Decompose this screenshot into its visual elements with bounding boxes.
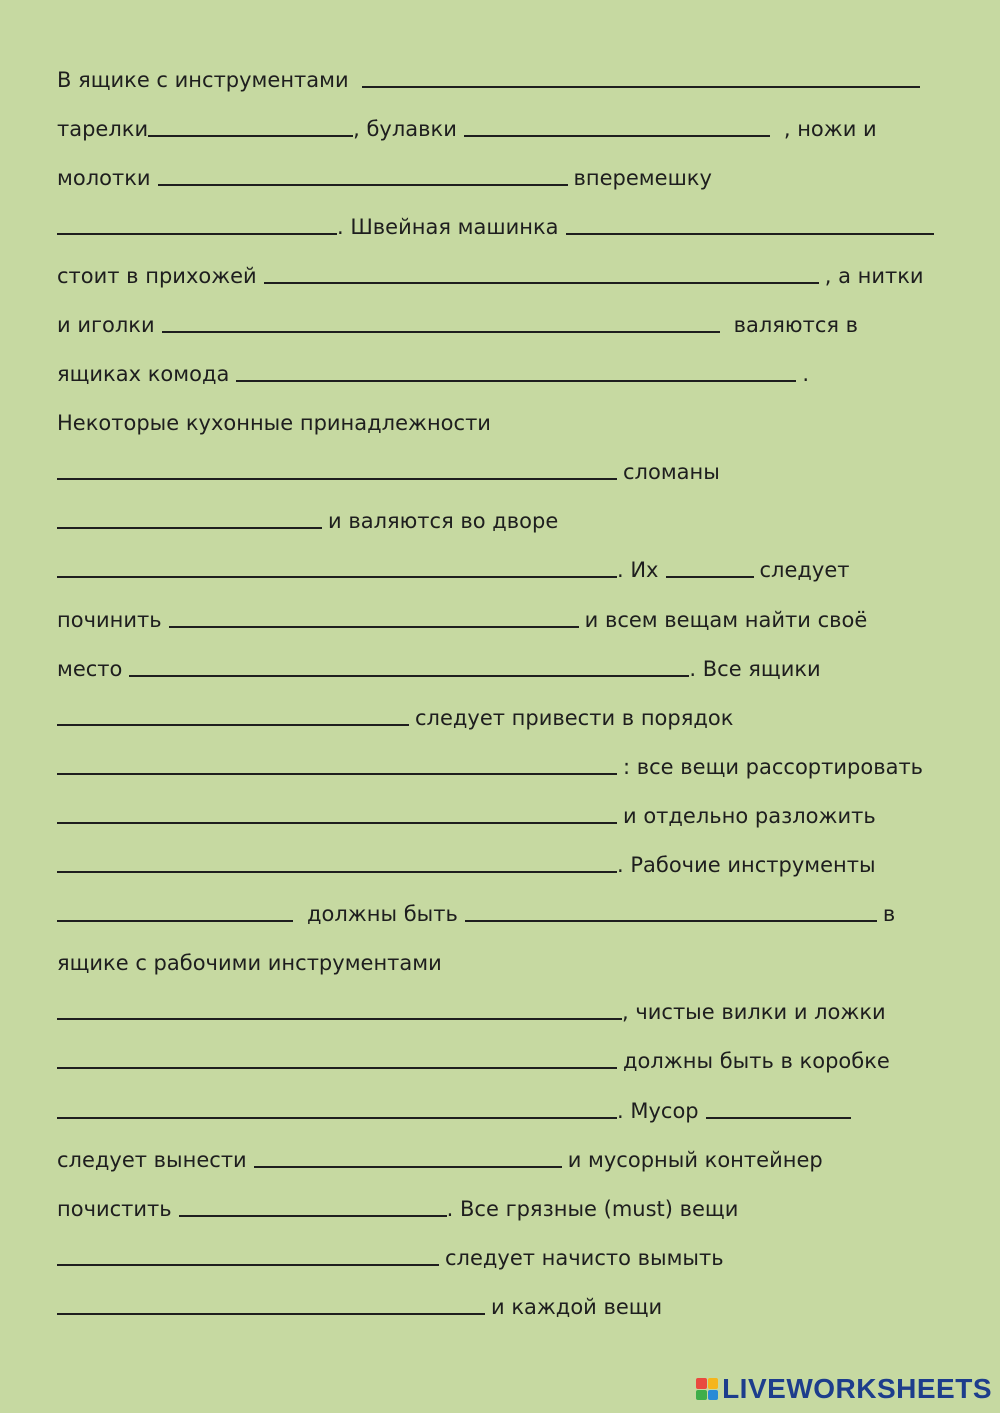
- answer-blank[interactable]: [362, 86, 920, 88]
- line-7: [57, 350, 947, 399]
- answer-blank[interactable]: [236, 380, 796, 382]
- text-segment: следует: [759, 558, 850, 583]
- line-8: [57, 399, 947, 448]
- text-segment: валяются в: [733, 313, 859, 338]
- answer-blank[interactable]: [169, 626, 579, 628]
- line-21: [57, 1037, 947, 1086]
- text-segment: следует начисто вымыть: [445, 1245, 724, 1270]
- text-segment: . Все ящики: [689, 656, 821, 681]
- worksheet: [57, 55, 947, 1331]
- line-12: [57, 595, 947, 644]
- answer-blank[interactable]: [465, 920, 877, 922]
- answer-blank[interactable]: [179, 1215, 447, 1217]
- line-14: [57, 693, 947, 742]
- line-24: [57, 1184, 947, 1233]
- answer-blank[interactable]: [57, 871, 617, 873]
- answer-blank[interactable]: [57, 1018, 622, 1020]
- text-segment: должны быть в коробке: [623, 1049, 890, 1074]
- line-18: [57, 890, 947, 939]
- answer-blank[interactable]: [666, 576, 754, 578]
- text-segment: починить: [57, 607, 162, 632]
- text-segment: и валяются во дворе: [328, 509, 559, 534]
- text-segment: , а нитки: [824, 263, 924, 288]
- answer-blank[interactable]: [57, 1264, 439, 1266]
- line-17: [57, 841, 947, 890]
- liveworksheets-logo-text: LIVEWORKSHEETS: [722, 1373, 992, 1404]
- text-segment: В ящике с инструментами: [57, 67, 349, 92]
- line-2: [57, 104, 947, 153]
- line-10: [57, 497, 947, 546]
- line-1: [57, 55, 947, 104]
- text-segment: : все вещи рассортировать: [623, 754, 924, 779]
- answer-blank[interactable]: [57, 478, 617, 480]
- text-segment: . Мусор: [617, 1098, 699, 1123]
- text-segment: , чистые вилки и ложки: [622, 1000, 886, 1025]
- line-5: [57, 251, 947, 300]
- line-9: [57, 448, 947, 497]
- text-segment: молотки: [57, 165, 151, 190]
- text-segment: , булавки: [353, 116, 457, 141]
- answer-blank[interactable]: [57, 724, 409, 726]
- line-15: [57, 742, 947, 791]
- line-6: [57, 300, 947, 349]
- answer-blank[interactable]: [57, 576, 617, 578]
- logo-square: [696, 1390, 707, 1401]
- text-segment: следует вынести: [57, 1147, 247, 1172]
- logo-square: [708, 1378, 719, 1389]
- answer-blank[interactable]: [254, 1166, 562, 1168]
- text-segment: ящике с рабочими инструментами: [57, 951, 442, 976]
- answer-blank[interactable]: [566, 233, 934, 235]
- answer-blank[interactable]: [57, 1067, 617, 1069]
- text-segment: следует привести в порядок: [415, 705, 734, 730]
- text-segment: .: [802, 362, 810, 387]
- liveworksheets-logo-icon: [696, 1378, 718, 1400]
- text-segment: почистить: [57, 1196, 172, 1221]
- answer-blank[interactable]: [57, 822, 617, 824]
- line-26: [57, 1282, 947, 1331]
- line-19: [57, 939, 947, 988]
- answer-blank[interactable]: [57, 1313, 485, 1315]
- answer-blank[interactable]: [162, 331, 720, 333]
- answer-blank[interactable]: [264, 282, 819, 284]
- answer-blank[interactable]: [464, 135, 770, 137]
- line-4: [57, 202, 947, 251]
- text-segment: и иголки: [57, 313, 155, 338]
- answer-blank[interactable]: [148, 135, 353, 137]
- answer-blank[interactable]: [706, 1117, 851, 1119]
- answer-blank[interactable]: [158, 184, 568, 186]
- answer-blank[interactable]: [57, 920, 293, 922]
- text-segment: место: [57, 656, 123, 681]
- answer-blank[interactable]: [129, 675, 689, 677]
- text-segment: . Швейная машинка: [337, 214, 559, 239]
- answer-blank[interactable]: [57, 773, 617, 775]
- text-segment: , ножи и: [783, 116, 877, 141]
- logo-square: [708, 1390, 719, 1401]
- line-25: [57, 1233, 947, 1282]
- text-segment: и отдельно разложить: [623, 803, 876, 828]
- line-16: [57, 791, 947, 840]
- text-segment: должны быть: [307, 902, 458, 927]
- text-segment: и всем вещам найти своё: [584, 607, 868, 632]
- text-segment: сломаны: [623, 460, 720, 485]
- text-segment: тарелки: [57, 116, 149, 141]
- text-segment: и каждой вещи: [491, 1294, 663, 1319]
- text-segment: . Все грязные (must) вещи: [446, 1196, 739, 1221]
- answer-blank[interactable]: [57, 527, 322, 529]
- text-segment: ящиках комода: [57, 362, 230, 387]
- text-segment: в: [882, 902, 896, 927]
- line-23: [57, 1135, 947, 1184]
- text-segment: стоит в прихожей: [57, 263, 257, 288]
- line-3: [57, 153, 947, 202]
- line-13: [57, 644, 947, 693]
- logo-square: [696, 1378, 707, 1389]
- line-22: [57, 1086, 947, 1135]
- text-segment: вперемешку: [573, 165, 712, 190]
- answer-blank[interactable]: [57, 233, 337, 235]
- answer-blank[interactable]: [57, 1117, 617, 1119]
- text-segment: . Их: [617, 558, 659, 583]
- line-20: [57, 988, 947, 1037]
- text-segment: и мусорный контейнер: [567, 1147, 823, 1172]
- liveworksheets-logo: [696, 1373, 992, 1405]
- text-segment: . Рабочие инструменты: [617, 853, 876, 878]
- line-11: [57, 546, 947, 595]
- text-segment: Некоторые кухонные принадлежности: [57, 411, 491, 436]
